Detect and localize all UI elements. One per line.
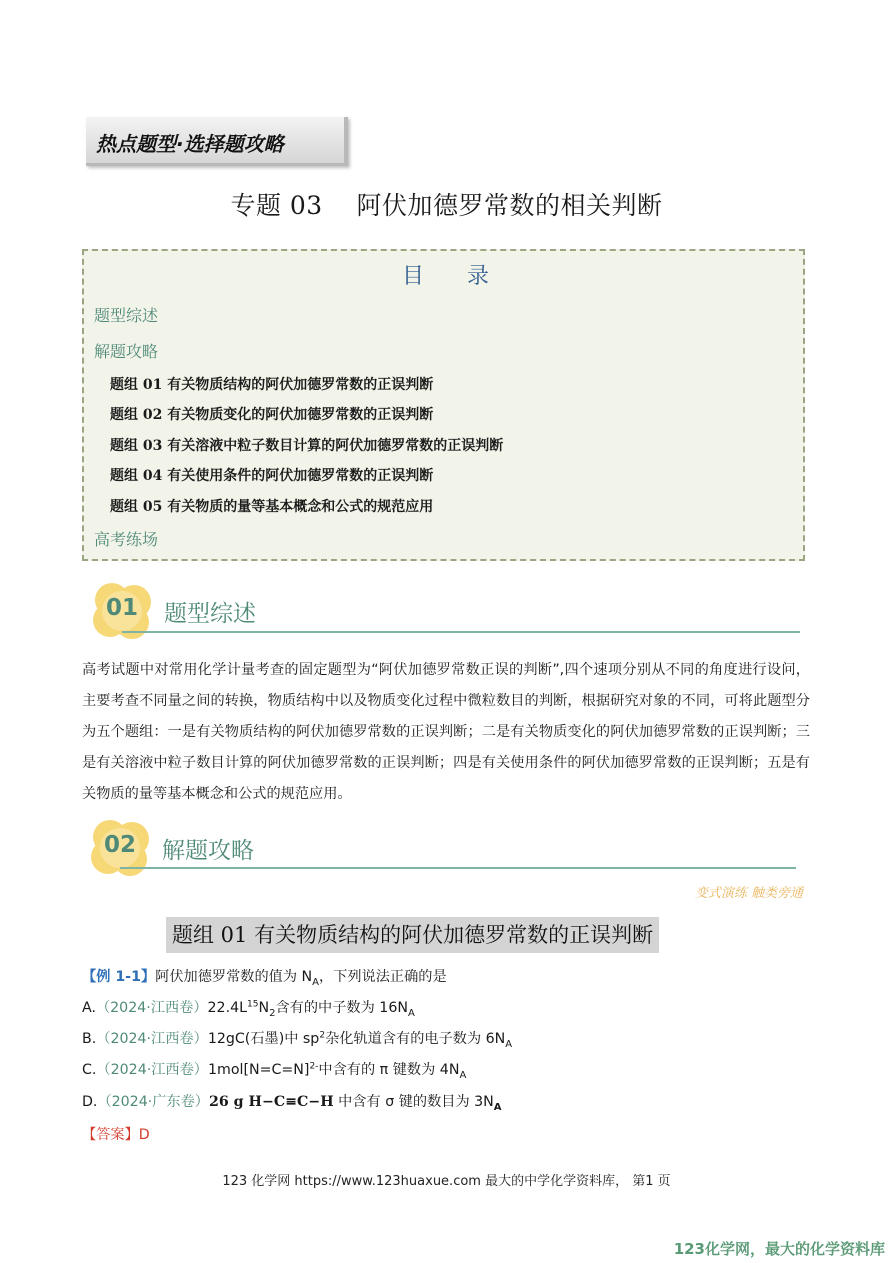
title-text: 阿伏加德罗常数的相关判断	[356, 191, 663, 220]
toc-item-group-01[interactable]: 题组 01 有关物质结构的阿伏加德罗常数的正误判断	[110, 377, 434, 393]
option-c-sub2: A	[459, 1069, 467, 1081]
option-a-sub1: 2	[269, 1007, 276, 1019]
answer-label: 【答案】	[82, 1127, 139, 1143]
option-c-pre: 1mol[N=C=N]	[207, 1062, 310, 1078]
option-a-source: （2024·江西卷）	[95, 1000, 208, 1016]
option-d-mid: 中含有 σ 键的数目为 3N	[338, 1094, 494, 1110]
toc-item-group-04[interactable]: 题组 04 有关使用条件的阿伏加德罗常数的正误判断	[110, 468, 434, 484]
option-d	[82, 1091, 502, 1113]
option-c-post: 中含有的 π 键数为 4N	[318, 1062, 460, 1078]
option-b-sub2: A	[505, 1038, 513, 1050]
example-label: 【例 1-1】	[82, 969, 156, 985]
option-a-pre: 22.4L	[207, 1000, 248, 1016]
page-title	[0, 186, 893, 222]
section-01-divider	[122, 631, 800, 633]
option-d-letter: D.	[82, 1094, 98, 1110]
toc-item-group-03[interactable]: 题组 03 有关溶液中粒子数目计算的阿伏加德罗常数的正误判断	[110, 438, 504, 454]
option-d-sub2: A	[493, 1101, 502, 1113]
option-a	[82, 997, 415, 1019]
question-sub: A	[312, 976, 319, 988]
option-a-sub2: A	[407, 1007, 415, 1019]
banner-text: 热点题型·选择题攻略	[96, 132, 284, 156]
example-question	[82, 966, 447, 988]
answer-value: D	[138, 1127, 150, 1143]
option-c-source: （2024·江西卷）	[96, 1062, 208, 1078]
question-text-a: 阿伏加德罗常数的值为 N	[155, 969, 313, 985]
option-c-letter: C.	[82, 1062, 97, 1078]
option-c	[82, 1059, 466, 1081]
site-watermark: 123化学网，最大的化学资料库	[673, 1240, 885, 1258]
option-b-pre: 12gC(石墨)中 sp	[207, 1031, 320, 1047]
toc-link-practice[interactable]: 高考练场	[94, 530, 159, 549]
option-b	[82, 1028, 512, 1050]
toc-heading: 目 录	[402, 264, 507, 289]
option-b-source: （2024·江西卷）	[96, 1031, 208, 1047]
practice-tag: 变式演练 触类旁通	[694, 886, 803, 901]
overview-paragraph: 高考试题中对常用化学计量考查的固定题型为“阿伏加德罗常数正误的判断”,四个速项分别从不同的角度进行设问，主要考查不同量之间的转换，物质结构中以及物质变化过程中微粒数目的判断，根据研究对象的不同，可将此题型分为五个题组：一是有关物质结构的阿伏加德罗常数的正误判断；二是有关物质变化的阿伏加德罗常数的正误判断；三是有关溶液中粒子数目计算的阿伏加德罗常数的正误判断；四是有关使用条件的阿伏加德罗常数的正误判断；五是有关物质的量等基本概念和公式的规范应用。	[82, 662, 810, 802]
section-02-title: 解题攻略	[162, 838, 254, 864]
option-a-letter: A.	[82, 1000, 96, 1016]
group-01-heading: 题组 01 有关物质结构的阿伏加德罗常数的正误判断	[166, 917, 659, 953]
toc-item-group-05[interactable]: 题组 05 有关物质的量等基本概念和公式的规范应用	[110, 499, 434, 515]
toc-link-overview[interactable]: 题型综述	[94, 306, 159, 325]
option-c-sup: 2-	[309, 1061, 319, 1072]
table-of-contents	[82, 249, 805, 561]
option-a-post: 含有的中子数为 16N	[275, 1000, 408, 1016]
topic-banner	[86, 117, 348, 166]
section-02-divider	[120, 867, 796, 869]
option-d-source: （2024·广东卷）	[97, 1094, 209, 1110]
toc-link-strategy[interactable]: 解题攻略	[94, 342, 159, 361]
option-b-post: 杂化轨道含有的电子数为 6N	[325, 1031, 506, 1047]
section-01-number: 01	[106, 595, 139, 621]
answer-line	[82, 1124, 150, 1144]
option-a-sup: 15	[247, 999, 259, 1010]
question-text-b: ，下列说法正确的是	[318, 969, 447, 985]
option-d-pre: 26 g H−C≡C−H	[209, 1094, 334, 1110]
section-01-title: 题型综述	[164, 601, 256, 627]
page-footer: 123 化学网 https://www.123huaxue.com 最大的中学化学资料库， 第1 页	[222, 1174, 671, 1189]
section-02-number: 02	[104, 832, 137, 858]
title-prefix: 专题 03	[230, 191, 323, 220]
option-a-mid: N	[258, 1000, 270, 1016]
toc-item-group-02[interactable]: 题组 02 有关物质变化的阿伏加德罗常数的正误判断	[110, 407, 434, 423]
option-b-sup: 2	[319, 1030, 326, 1041]
option-b-letter: B.	[82, 1031, 97, 1047]
